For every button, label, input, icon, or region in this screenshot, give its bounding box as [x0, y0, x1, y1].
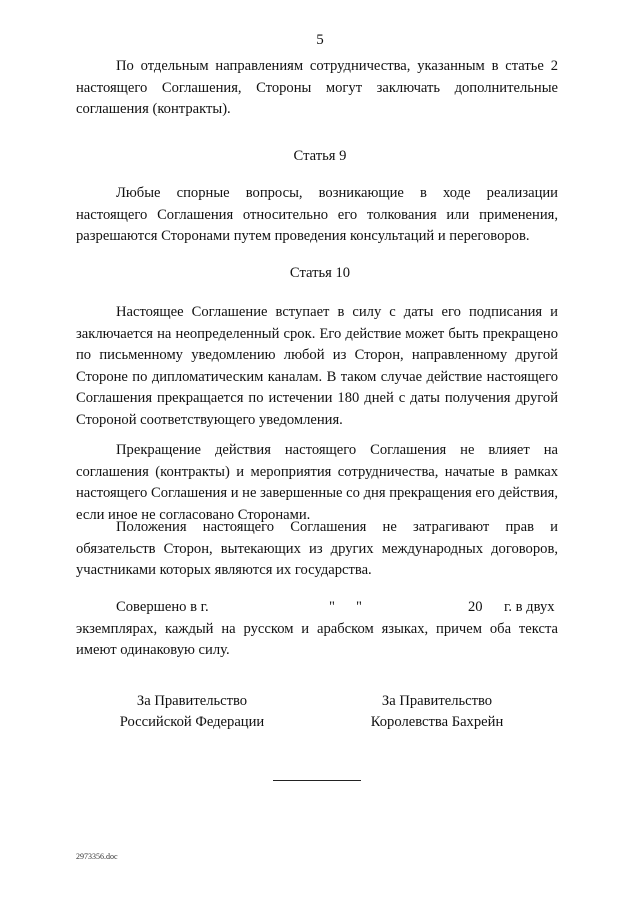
- article-10-paragraph-1: Настоящее Соглашение вступает в силу с даты его подписания и заключается на неопределенный срок. Его действие может быть прекращено по письменному уведомлению любой из Сторон, направленному другой Стороне по дипломатическим каналам. В таком случае действие настоящего Соглашения прекращается по истечении 180 дней с даты получения другой Стороной соответствующего уведомления.: [76, 304, 558, 428]
- signed-year-prefix: 20: [468, 599, 483, 615]
- signed-date-quote-open: ": [329, 599, 335, 615]
- signature-russia-line1: За Правительство: [136, 693, 248, 709]
- signed-date-quote-close: ": [356, 599, 362, 615]
- page-number: 5: [316, 32, 324, 48]
- footer-document-code: 2973356.doc: [76, 852, 118, 861]
- closing-divider: [273, 780, 361, 781]
- signature-bahrain-line1: За Правительство: [381, 693, 493, 709]
- signature-block-bahrain: [337, 691, 537, 733]
- signed-clause-rest: экземплярах, каждый на русском и арабском языках, причем оба текста имеют одинаковую силу.: [76, 620, 558, 658]
- signed-clause: [76, 597, 558, 662]
- article-10-paragraph-3: Положения настоящего Соглашения не затрагивают прав и обязательств Сторон, вытекающих из других международных договоров, участниками которых являются их государства.: [76, 519, 558, 578]
- signed-clause-first-line: [76, 597, 558, 619]
- signature-block-russia: [92, 691, 292, 733]
- article-9-heading: Статья 9: [293, 148, 347, 164]
- article-10-heading: Статья 10: [289, 265, 351, 281]
- article-10-paragraph-2: Прекращение действия настоящего Соглашения не влияет на соглашения (контракты) и мероприятия сотрудничества, начатые в рамках настоящего Соглашения и не завершенные со дня прекращения его действия, если иное не согласовано Сторонами.: [76, 442, 559, 523]
- signature-bahrain-line2: Королевства Бахрейн: [370, 714, 504, 730]
- signed-place-prefix: Совершено в г.: [116, 599, 209, 615]
- signature-russia-line2: Российской Федерации: [119, 714, 265, 730]
- article-9-paragraph: Любые спорные вопросы, возникающие в ходе реализации настоящего Соглашения относительно его толкования или применения, разрешаются Сторонами путем проведения консультаций и переговоров.: [76, 185, 558, 244]
- signed-copies-suffix: г. в двух: [504, 599, 555, 615]
- intro-paragraph: По отдельным направлениям сотрудничества, указанным в статье 2 настоящего Соглашения, Стороны могут заключать дополнительные соглашения (контракты).: [76, 58, 558, 117]
